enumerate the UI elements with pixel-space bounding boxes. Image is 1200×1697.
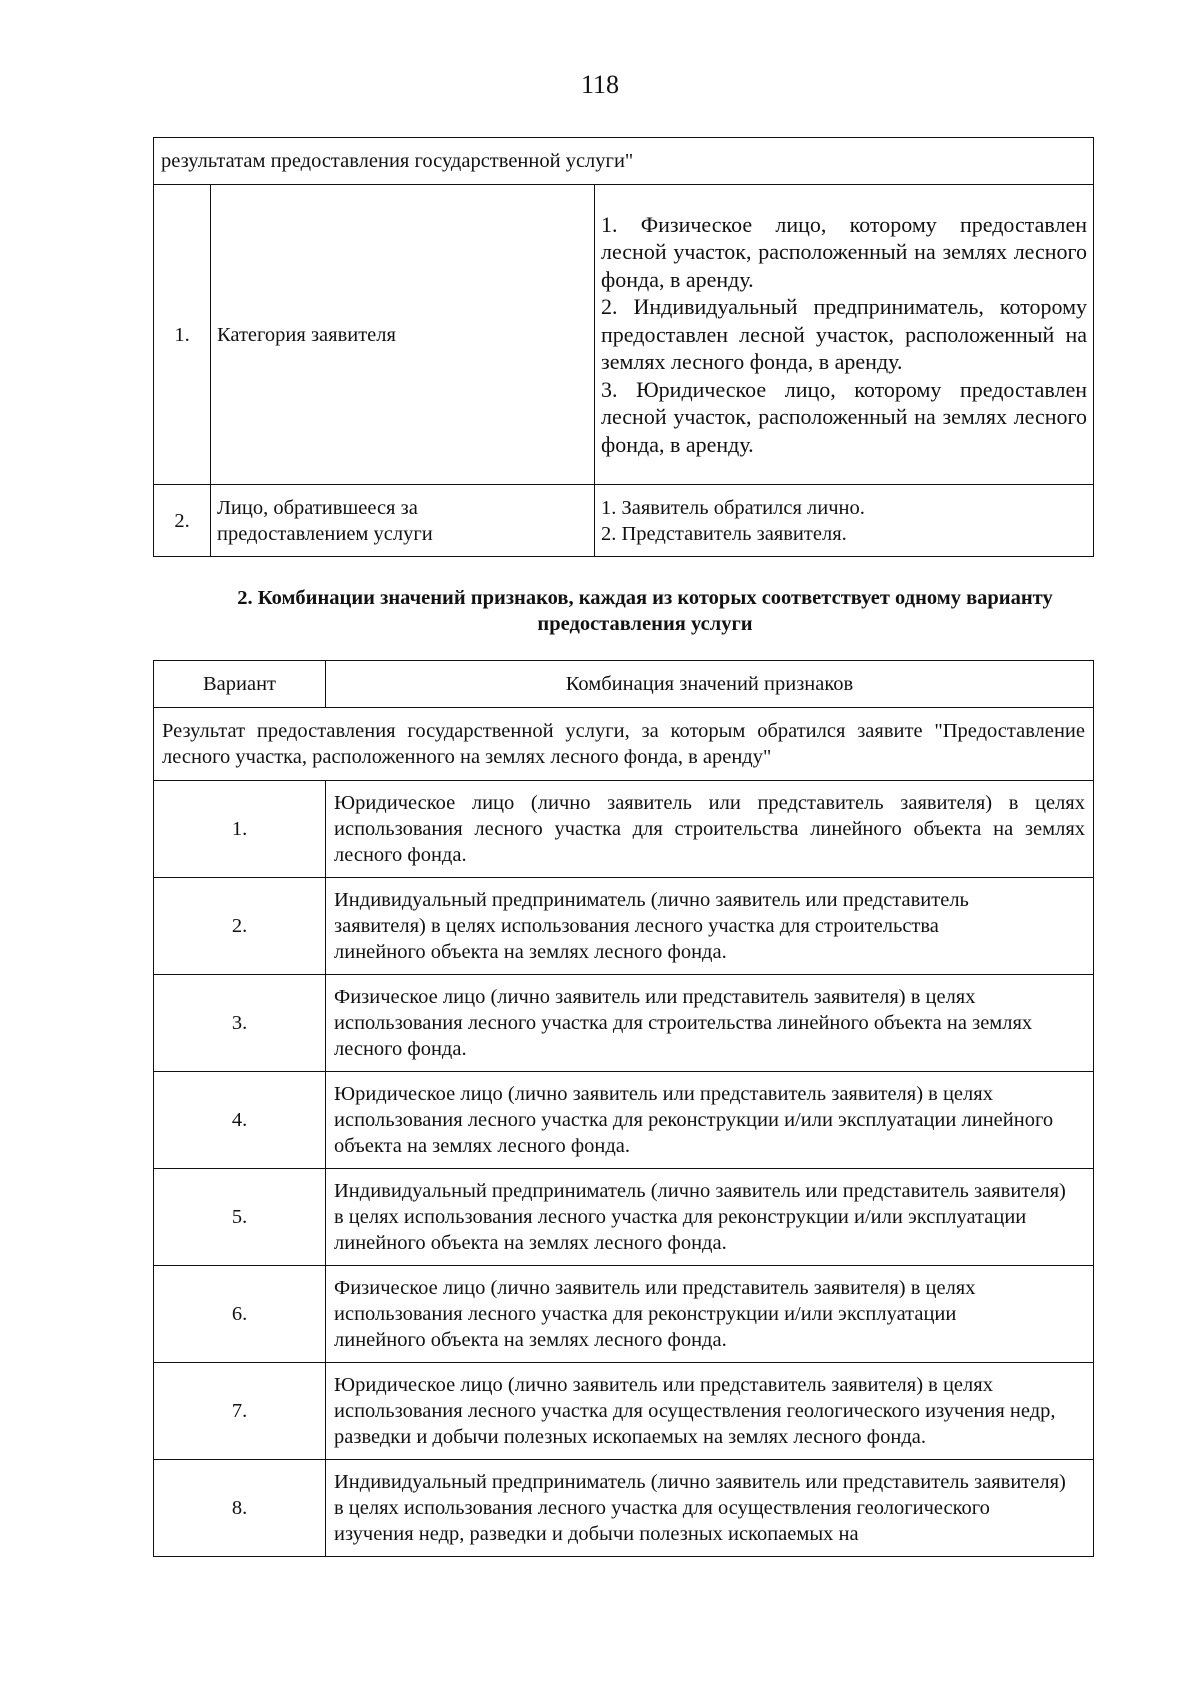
value-item: 3. Юридическое лицо, которому предоставлен лесной участок, расположенный на землях лесного фонда, в аренду. <box>601 376 1087 457</box>
table-row <box>154 185 1094 485</box>
attribute-name: Категория заявителя <box>211 185 595 485</box>
variant-text: Индивидуальный предприниматель (лично заявитель или представитель заявителя) в целях использования лесного участка для строительства линейного объекта на землях лесного фонда. <box>326 878 1094 975</box>
table-row <box>154 781 1094 878</box>
result-cell: Результат предоставления государственной услуги, за которым обратился заявите "Предоставление лесного участка, расположенного на землях лесного фонда, в аренду" <box>154 708 1094 781</box>
variant-number: 5. <box>154 1169 326 1266</box>
continuation-cell: результатам предоставления государственной услуги" <box>154 138 1094 185</box>
variant-text: Индивидуальный предприниматель (лично заявитель или представитель заявителя) в целях использования лесного участка для осуществления геологического изучения недр, разведки и добычи полезных ископаемых на <box>326 1460 1094 1557</box>
variant-text: Индивидуальный предприниматель (лично заявитель или представитель заявителя) в целях использования лесного участка для реконструкции и/или эксплуатации линейного объекта на землях лесного фонда. <box>326 1169 1094 1266</box>
value-item: 1. Физическое лицо, которому предоставлен лесной участок, расположенный на землях лесного фонда, в аренду. <box>601 211 1087 292</box>
variant-text: Физическое лицо (лично заявитель или представитель заявителя) в целях использования лесного участка для строительства линейного объекта на землях лесного фонда. <box>326 975 1094 1072</box>
table-row <box>154 878 1094 975</box>
variant-number: 4. <box>154 1072 326 1169</box>
table-row <box>154 1072 1094 1169</box>
attribute-name: Лицо, обратившееся за предоставлением услуги <box>211 485 595 557</box>
variant-number: 8. <box>154 1460 326 1557</box>
table-row <box>154 1460 1094 1557</box>
attributes-table <box>153 137 1094 557</box>
variant-text: Юридическое лицо (лично заявитель или представитель заявителя) в целях использования лесного участка для реконструкции и/или эксплуатации линейного объекта на землях лесного фонда. <box>326 1072 1094 1169</box>
table-row <box>154 1266 1094 1363</box>
header-row <box>154 661 1094 708</box>
table-row <box>154 975 1094 1072</box>
table-row <box>154 1363 1094 1460</box>
variant-number: 7. <box>154 1363 326 1460</box>
table-row <box>154 485 1094 557</box>
variant-number: 2. <box>154 878 326 975</box>
value-item: 1. Заявитель обратился лично. <box>601 496 865 519</box>
row-number: 1. <box>154 185 211 485</box>
variants-table <box>153 660 1094 1557</box>
value-item: 2. Представитель заявителя. <box>601 522 847 545</box>
variant-number: 6. <box>154 1266 326 1363</box>
variant-text: Физическое лицо (лично заявитель или представитель заявителя) в целях использования лесного участка для реконструкции и/или эксплуатации линейного объекта на землях лесного фонда. <box>326 1266 1094 1363</box>
column-header-variant: Вариант <box>154 661 326 708</box>
variant-text: Юридическое лицо (лично заявитель или представитель заявителя) в целях использования лесного участка для строительства линейного объекта на землях лесного фонда. <box>326 781 1094 878</box>
variant-number: 3. <box>154 975 326 1072</box>
variant-text: Юридическое лицо (лично заявитель или представитель заявителя) в целях использования лесного участка для осуществления геологического изучения недр, разведки и добычи полезных ископаемых на землях лесного фонда. <box>326 1363 1094 1460</box>
result-row <box>154 708 1094 781</box>
table-row <box>154 138 1094 185</box>
column-header-combination: Комбинация значений признаков <box>326 661 1094 708</box>
attribute-values <box>595 185 1094 485</box>
value-item: 2. Индивидуальный предприниматель, которому предоставлен лесной участок, расположенный на землях лесного фонда, в аренду. <box>601 294 1087 375</box>
attribute-values <box>595 485 1094 557</box>
variant-number: 1. <box>154 781 326 878</box>
page-number: 118 <box>580 70 620 99</box>
table-row <box>154 1169 1094 1266</box>
section-heading: 2. Комбинации значений признаков, каждая из которых соответствует одному варианту предоставления услуги <box>237 587 1053 635</box>
row-number: 2. <box>154 485 211 557</box>
